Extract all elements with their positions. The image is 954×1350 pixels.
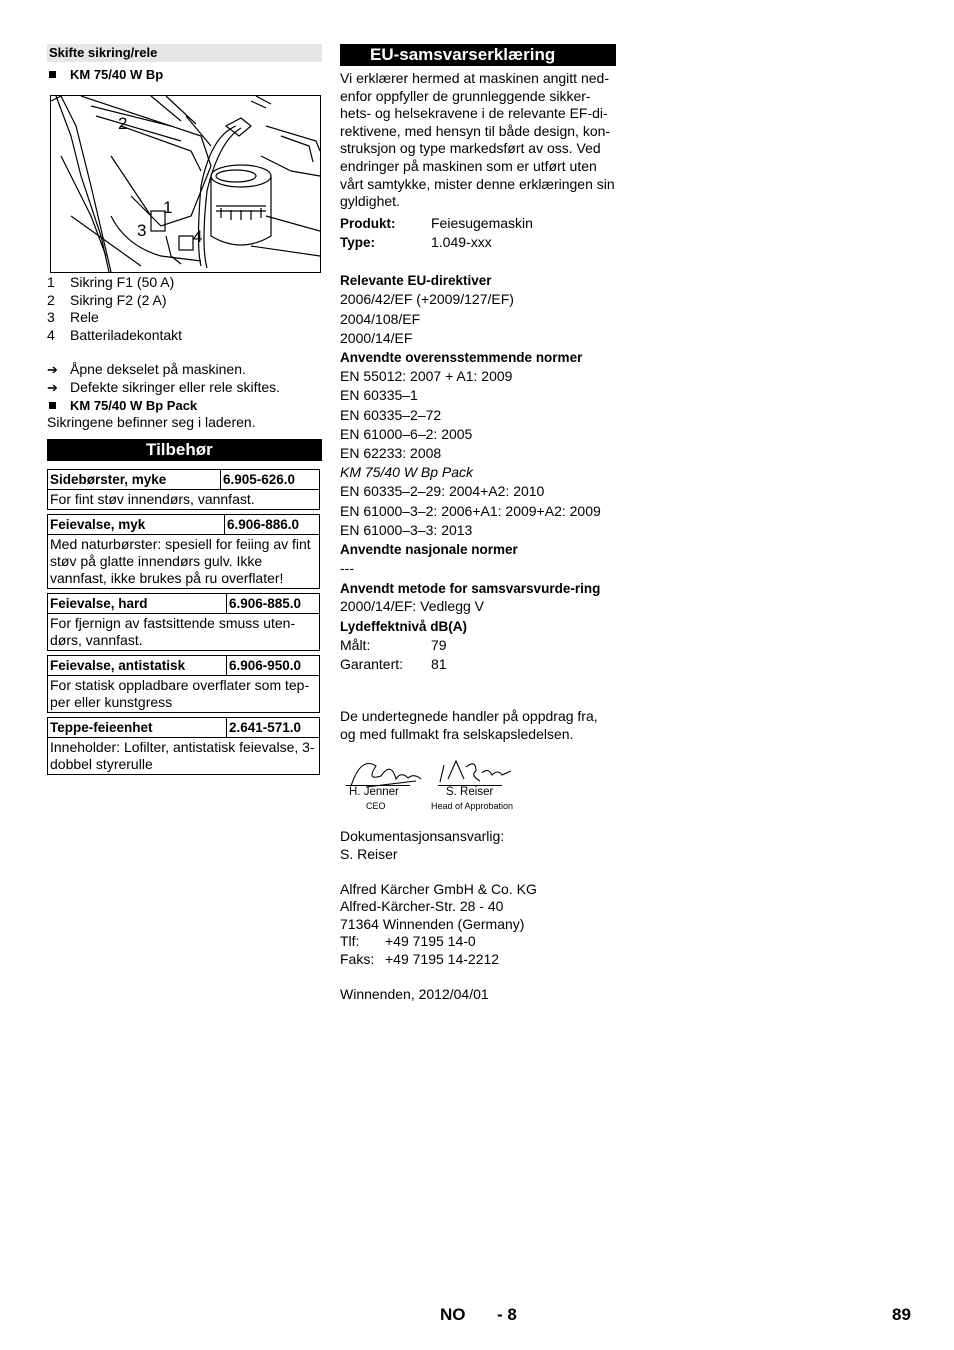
norm-item: EN 61000–6–2: 2005 bbox=[340, 425, 473, 442]
type-label: Type: bbox=[340, 234, 376, 250]
guaranteed-value: 81 bbox=[431, 656, 447, 673]
legend-item: 3 Rele bbox=[47, 309, 99, 325]
callout-3: 3 bbox=[137, 221, 147, 240]
declaration-intro: Vi erklærer hermed at maskinen angitt ned-enfor oppfyller de grunnleggende sikker-hets- og helsekravene i de relevante EF-di-rektivene, med hensyn til både design, kon-struksjon og type markedsført av oss. Ved endringer på maskinen som er utført uten vårt samtykke, mister denne erklæringen sin gyldighet. bbox=[340, 70, 615, 210]
accessory-desc: For fjernign av fastsittende smuss uten-dørs, vannfast. bbox=[48, 613, 320, 650]
signature-reiser bbox=[436, 757, 516, 787]
model-label: KM 75/40 W Bp Pack bbox=[70, 398, 198, 413]
model-bullet bbox=[47, 397, 322, 414]
type-value: 1.049-xxx bbox=[431, 233, 492, 250]
guaranteed-row bbox=[340, 655, 616, 674]
guaranteed-label: Garantert: bbox=[340, 656, 404, 673]
measured-label: Målt: bbox=[340, 636, 371, 653]
fax-label: Faks: bbox=[340, 950, 375, 967]
signer2-name: S. Reiser bbox=[446, 786, 494, 799]
callout-4: 4 bbox=[193, 227, 203, 246]
doc-responsible-label: Dokumentasjonsansvarlig: bbox=[340, 828, 505, 845]
square-bullet-icon bbox=[49, 71, 56, 78]
product-row bbox=[340, 214, 616, 233]
method-heading: Anvendt metode for samsvarsvurde-ring bbox=[340, 581, 601, 597]
measured-row bbox=[340, 636, 616, 655]
accessories-heading: Tilbehør bbox=[47, 439, 322, 461]
norm-item: EN 60335–2–29: 2004+A2: 2010 bbox=[340, 483, 545, 500]
accessory-code: 6.906-886.0 bbox=[225, 514, 320, 534]
norm-item: EN 62233: 2008 bbox=[340, 444, 442, 461]
accessory-table bbox=[47, 717, 320, 775]
accessory-code: 6.905-626.0 bbox=[221, 469, 320, 489]
pack-norms-label: KM 75/40 W Bp Pack bbox=[340, 464, 474, 481]
left-column bbox=[47, 44, 322, 779]
accessory-desc: Med naturbørster: spesiell for feiing av fint støv på glatte innendørs gulv. Ikke vannfast, ikke brukes på ru overflater! bbox=[48, 534, 320, 588]
figure-legend bbox=[47, 274, 322, 344]
sound-heading: Lydeffektnivå dB(A) bbox=[340, 618, 468, 634]
accessory-desc: For statisk oppladbare overflater som tep-per eller kunstgress bbox=[48, 675, 320, 712]
step-item: ➔ Åpne dekselet på maskinen. bbox=[47, 361, 246, 377]
accessory-table bbox=[47, 593, 320, 651]
company-city: 71364 Winnenden (Germany) bbox=[340, 915, 525, 932]
phone-row bbox=[340, 933, 616, 951]
accessory-table bbox=[47, 655, 320, 713]
product-value: Feiesugemaskin bbox=[431, 214, 533, 231]
doc-responsible-name: S. Reiser bbox=[340, 845, 398, 862]
signer2-title: Head of Approbation bbox=[431, 801, 514, 812]
fax-value: +49 7195 14-2212 bbox=[385, 950, 500, 967]
accessory-name: Teppe-feieenhet bbox=[48, 717, 227, 737]
directive-item: 2000/14/EF bbox=[340, 329, 413, 346]
norms-heading: Anvendte overensstemmende normer bbox=[340, 349, 583, 365]
footer-page-number: 89 bbox=[892, 1305, 911, 1324]
accessory-name: Sidebørster, myke bbox=[48, 469, 221, 489]
arrow-right-icon: ➔ bbox=[47, 362, 58, 377]
norm-item: EN 60335–2–72 bbox=[340, 406, 442, 423]
callout-1: 1 bbox=[163, 198, 173, 217]
company-name: Alfred Kärcher GmbH & Co. KG bbox=[340, 880, 537, 897]
norm-item: EN 55012: 2007 + A1: 2009 bbox=[340, 368, 513, 385]
legend-item: 1 Sikring F1 (50 A) bbox=[47, 274, 175, 290]
footer-section-page: - 8 bbox=[497, 1305, 517, 1324]
fuse-section-heading: Skifte sikring/rele bbox=[47, 44, 322, 62]
right-column bbox=[340, 44, 616, 1004]
legend-item: 2 Sikring F2 (2 A) bbox=[47, 291, 167, 308]
machine-illustration bbox=[51, 96, 320, 272]
phone-value: +49 7195 14-0 bbox=[385, 933, 476, 950]
square-bullet-icon bbox=[49, 402, 56, 409]
type-row bbox=[340, 233, 616, 252]
accessory-code: 6.906-885.0 bbox=[227, 593, 320, 613]
arrow-right-icon: ➔ bbox=[47, 379, 58, 395]
step-item: ➔ Defekte sikringer eller rele skiftes. bbox=[47, 378, 281, 395]
model-label: KM 75/40 W Bp bbox=[70, 67, 164, 82]
norm-item: EN 61000–3–3: 2013 bbox=[340, 521, 473, 538]
accessory-table bbox=[47, 469, 320, 510]
national-norms-heading: Anvendte nasjonale normer bbox=[340, 542, 518, 557]
pack-fuse-note: Sikringene befinner seg i laderen. bbox=[47, 414, 256, 430]
accessory-name: Feievalse, hard bbox=[48, 593, 227, 613]
place-date: Winnenden, 2012/04/01 bbox=[340, 986, 489, 1003]
signature-block bbox=[340, 751, 616, 813]
norm-item: EN 61000–3–2: 2006+A1: 2009+A2: 2009 bbox=[340, 502, 601, 519]
phone-label: Tlf: bbox=[340, 933, 360, 950]
model-bullet bbox=[47, 66, 322, 83]
signer1-title: CEO bbox=[366, 801, 386, 812]
product-label: Produkt: bbox=[340, 215, 396, 231]
callout-2: 2 bbox=[118, 114, 128, 133]
footer-language: NO bbox=[440, 1305, 466, 1324]
directive-item: 2006/42/EF (+2009/127/EF) bbox=[340, 291, 514, 308]
accessory-name: Feievalse, myk bbox=[48, 514, 225, 534]
accessory-desc: Inneholder: Lofilter, antistatisk feievalse, 3-dobbel styrerulle bbox=[48, 737, 320, 774]
directives-heading: Relevante EU-direktiver bbox=[340, 273, 492, 289]
fax-row bbox=[340, 951, 616, 969]
signer1-name: H. Jenner bbox=[349, 786, 399, 799]
accessory-code: 2.641-571.0 bbox=[227, 717, 320, 737]
national-norms-value: --- bbox=[340, 560, 354, 577]
mandate-text: De undertegnede handler på oppdrag fra, og med fullmakt fra selskapsledelsen. bbox=[340, 708, 598, 742]
company-street: Alfred-Kärcher-Str. 28 - 40 bbox=[340, 898, 504, 915]
norm-item: EN 60335–1 bbox=[340, 387, 418, 404]
fuse-figure bbox=[50, 95, 321, 273]
directive-item: 2004/108/EF bbox=[340, 310, 421, 327]
accessory-table bbox=[47, 514, 320, 589]
measured-value: 79 bbox=[431, 636, 447, 653]
accessory-name: Feievalse, antistatisk bbox=[48, 655, 227, 675]
method-value: 2000/14/EF: Vedlegg V bbox=[340, 598, 484, 615]
directives-block bbox=[340, 271, 616, 636]
eu-declaration-heading: EU-samsvarserklæring bbox=[340, 44, 616, 66]
accessory-code: 6.906-950.0 bbox=[227, 655, 320, 675]
accessory-desc: For fint støv innendørs, vannfast. bbox=[48, 489, 320, 509]
legend-item: 4 Batteriladekontakt bbox=[47, 326, 183, 343]
